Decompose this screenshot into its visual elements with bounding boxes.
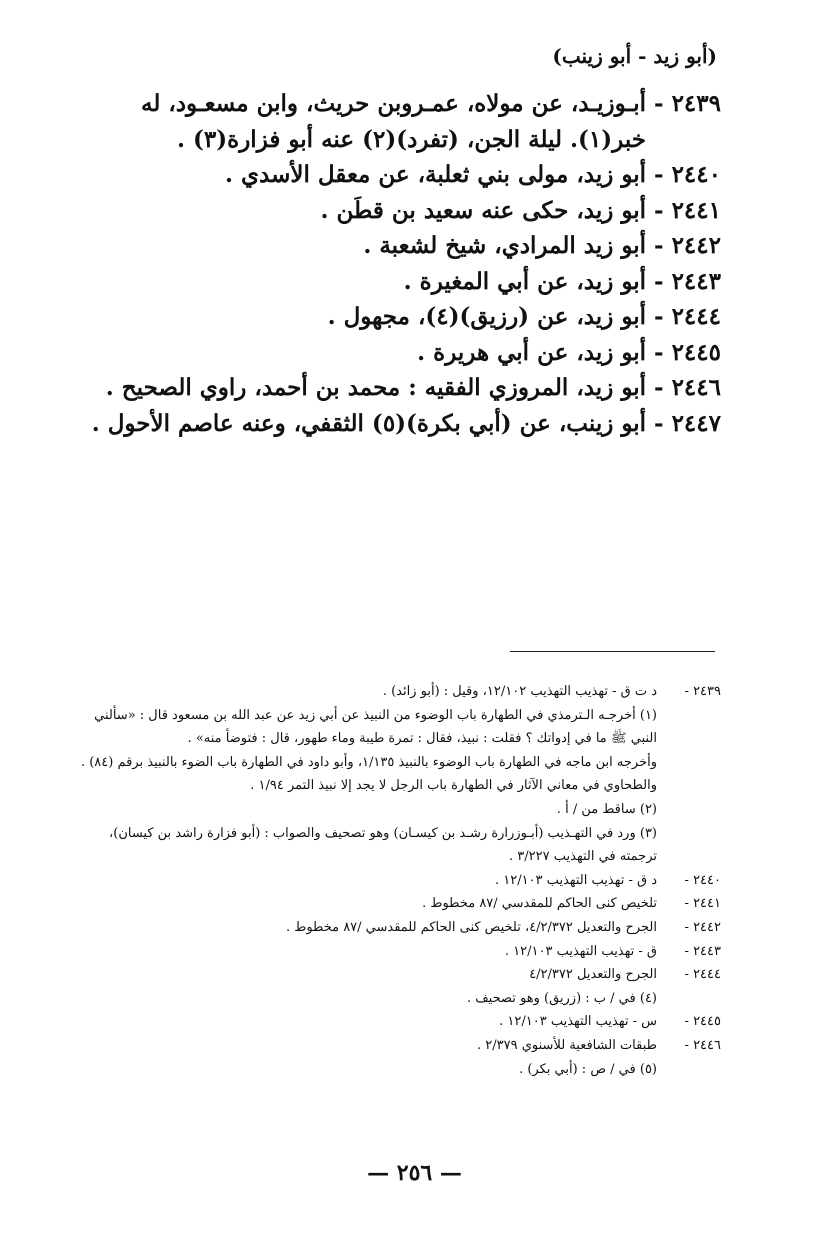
entry-number: ٢٤٤٦ - [654, 374, 721, 401]
footnote [74, 1058, 721, 1082]
entry-number: ٢٤٤٧ - [654, 409, 721, 437]
footnote-ref: ٢٤٣٩ - [684, 684, 721, 699]
entry-number: ٢٤٣٩ - [654, 90, 721, 117]
footnote-ref: ٢٤٤٣ - [684, 943, 721, 959]
footnote [74, 798, 721, 822]
entry [74, 406, 721, 442]
entry [74, 228, 721, 264]
footnote-text: ق - تهذيب التهذيب ١٢/١٠٣ . [504, 943, 657, 959]
footnote-text: (٣) ورد في التهـذيب (أبـوزرارة رشـد بن كيسـان) وهو تصحيف والصواب : (أبو فزارة راشد بن كيسان)، ترجمته في التهذيب ٣/٢٢٧ . [109, 825, 657, 865]
footnote-text: الجرح والتعديل ٤/٢/٣٧٢ [529, 967, 657, 983]
footnote [74, 963, 721, 987]
footnote-ref: ٢٤٤٥ - [684, 1014, 721, 1030]
entry-number: ٢٤٤٥ - [654, 338, 721, 366]
footnote [74, 822, 721, 869]
entry-text: أبو زيد، مولى بني ثعلبة، عن معقل الأسدي . [225, 161, 647, 188]
footnote-ref: ٢٤٤٤ - [684, 967, 721, 983]
entry [74, 193, 721, 229]
entry-text: أبـوزيـد، عن مولاه، عمـروبن حريث، وابن مسعـود، له خبر(١). ليلة الجن، (تفرد)(٢) عنه أبو فزارة(٣) . [141, 90, 647, 153]
footnote [74, 680, 721, 704]
entry [74, 299, 721, 335]
footnote-ref: ٢٤٤٠ - [684, 872, 721, 888]
entry [74, 370, 721, 406]
entry-text: أبو زيد، حكى عنه سعيد بن قطَن . [320, 196, 647, 224]
footnote-text: د ت ق - تهذيب التهذيب ١٢/١٠٢، وقيل : (أبو زائد) . [382, 684, 657, 699]
entry-text: أبو زيد، عن (رزيق)(٤)، مجهول . [327, 303, 647, 330]
footnote-text: والطحاوي في معاني الآثار في الطهارة باب الرجل لا يجد إلا نبيذ التمر ١/٩٤ . [250, 778, 657, 794]
footnote-text: الجرح والتعديل ٤/٢/٣٧٢، تلخيص كنى الحاكم للمقدسي /٨٧ مخطوط . [286, 919, 657, 935]
entry-number: ٢٤٤٢ - [654, 232, 721, 259]
entries-list [74, 86, 721, 441]
footnote [74, 940, 721, 964]
footnote-text: (١) أخرجـه الـترمذي في الطهارة باب الوضوء من النبيذ عن أبي زيد عن عبد الله بن مسعود قال : «سألني النبي ﷺ ما في إدواتك ؟ فقلت : نبيذ، فقال : تمرة طيبة وماء طهور، قال : فتوضأ منه» . [94, 707, 657, 747]
entry-number: ٢٤٤٣ - [654, 267, 721, 295]
footnote-text: طبقات الشافعية للأسنوي ٢/٣٧٩ . [477, 1037, 657, 1053]
footnote-text: د ق - تهذيب التهذيب ١٢/١٠٣ . [494, 872, 657, 888]
footnote-text: وأخرجه ابن ماجه في الطهارة باب الوضوء بالنبيذ ١/١٣٥، وأبو داود في الطهارة باب الضوء بالنبيذ برقم (٨٤) . [80, 754, 657, 770]
entry-number: ٢٤٤٠ - [654, 161, 721, 188]
footnote-text: (٤) في / ب : (زريق) وهو تصحيف . [466, 990, 657, 1006]
footnote-ref: ٢٤٤٢ - [684, 919, 721, 935]
entry-number: ٢٤٤١ - [654, 196, 721, 224]
footnotes [74, 680, 721, 1081]
entry-text: أبو زينب، عن (أبي بكرة)(٥) الثقفي، وعنه عاصم الأحول . [91, 409, 647, 437]
footnote-divider [510, 651, 715, 652]
entry-text: أبو زيد، عن أبي المغيرة . [403, 267, 647, 295]
footnote-text: (٥) في / ص : (أبي بكر) . [519, 1061, 657, 1077]
entry-text: أبو زيد، المروزي الفقيه : محمد بن أحمد، راوي الصحيح . [105, 374, 647, 401]
entry [74, 335, 721, 371]
footnote-ref: ٢٤٤٦ - [684, 1037, 721, 1053]
entry [74, 264, 721, 300]
entry [74, 86, 721, 157]
footnote-ref: ٢٤٤١ - [684, 896, 721, 912]
footnote [74, 1010, 721, 1034]
footnote [74, 1034, 721, 1058]
entry-text: أبو زيد المرادي، شيخ لشعبة . [363, 232, 647, 259]
footnote [74, 774, 721, 798]
entry [74, 157, 721, 193]
footnote [74, 704, 721, 751]
entry-number: ٢٤٤٤ - [654, 303, 721, 330]
footnote-text: تلخيص كنى الحاكم للمقدسي /٨٧ مخطوط . [422, 896, 657, 912]
footnote-text: (٢) ساقط من / أ . [556, 801, 657, 817]
entry-text: أبو زيد، عن أبي هريرة . [417, 338, 647, 366]
footnote [74, 916, 721, 940]
page-number: — ٢٥٦ — [367, 1160, 462, 1186]
footnote-text: س - تهذيب التهذيب ١٢/١٠٣ . [499, 1014, 657, 1030]
footnote [74, 987, 721, 1011]
footnote [74, 751, 721, 775]
footnote [74, 869, 721, 893]
footnote [74, 892, 721, 916]
running-header: (أبو زيد - أبو زينب) [552, 44, 717, 68]
